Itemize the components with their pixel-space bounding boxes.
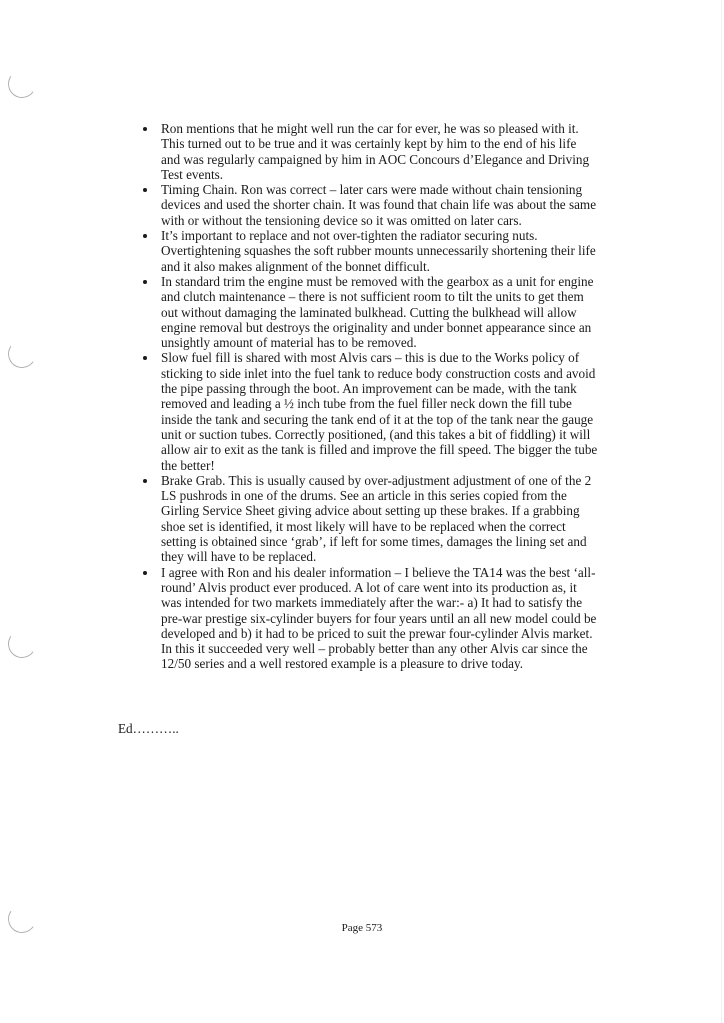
page-number: Page 573 (341, 922, 383, 934)
bullet-item (143, 121, 598, 182)
punch-hole-mark (6, 68, 38, 100)
bullet-item (143, 228, 598, 274)
bullet-icon (143, 356, 147, 360)
bullet-text: In standard trim the engine must be removed with the gearbox as a unit for engine and clutch maintenance – there is not sufficient room to tilt the units to get them out without damaging the laminated bulkhead. Cutting the bulkhead will allow engine removal but destroys the originality and under bonnet appearance since an unsightly amount of material has to be removed. (161, 273, 594, 351)
bullet-text: It’s important to replace and not over-tighten the radiator securing nuts. Overtightening squashes the soft rubber mounts unnecessarily shortening their life and it also makes alignment of the bonnet difficult. (161, 228, 596, 274)
bullet-item (143, 565, 598, 672)
bullet-text: Timing Chain. Ron was correct – later cars were made without chain tensioning devices and used the shorter chain. It was found that chain life was about the same with or without the tensioning device so it was omitted on later cars. (161, 182, 597, 228)
bullet-item (143, 473, 598, 565)
bullet-text: Ron mentions that he might well run the car for ever, he was so pleased with it. This turned out to be true and it was certainly kept by him to the end of his life and was regularly campaigned by him in AOC Concours d’Elegance and Driving Test events. (161, 121, 590, 182)
punch-hole-mark (6, 338, 38, 370)
bullet-item (143, 350, 598, 472)
bullet-icon (143, 479, 147, 483)
bullet-text: Slow fuel fill is shared with most Alvis cars – this is due to the Works policy of sticking to side inlet into the fuel tank to reduce body construction costs and avoid the pipe passing through the boot. An improvement can be made, with the tank removed and leading a ½ inch tube from the fuel filler neck down the fill tube inside the tank and securing the tank end of it at the top of the tank near the gauge unit or suction tubes. Correctly positioned, (and this takes a bit of fiddling) it will allow air to exit as the tank is filled and improve the fill speed. The bigger the tube the better! (161, 350, 598, 473)
bullet-icon (143, 280, 147, 284)
editor-signoff: Ed……….. (118, 721, 179, 736)
bullet-list (143, 121, 598, 672)
bullet-icon (143, 571, 147, 575)
bullet-item (143, 274, 598, 350)
bullet-icon (143, 188, 147, 192)
bullet-item (143, 182, 598, 228)
bullet-icon (143, 127, 147, 131)
bullet-text: I agree with Ron and his dealer information – I believe the TA14 was the best ‘all-round’ Alvis product ever produced. A lot of care went into its production as, it was intended for two markets immediately after the war:- a) It had to satisfy the pre-war prestige six-cylinder buyers for four years until an all new model could be developed and b) it had to be priced to suit the prewar four-cylinder Alvis market. In this it succeeded very well – probably better than any other Alvis car since the 12/50 series and a well restored example is a pleasure to drive today. (161, 564, 597, 672)
bullet-icon (143, 234, 147, 238)
bullet-text: Brake Grab. This is usually caused by over-adjustment adjustment of one of the 2 LS pushrods in one of the drums. See an article in this series copied from the Girling Service Sheet giving advice about setting up these brakes. If a grabbing shoe set is identified, it most likely will have to be replaced when the correct setting is obtained since ‘grab’, if left for some times, damages the lining set and they will have to be replaced. (161, 472, 592, 565)
page-edge (721, 0, 722, 1023)
punch-hole-mark (6, 628, 38, 660)
